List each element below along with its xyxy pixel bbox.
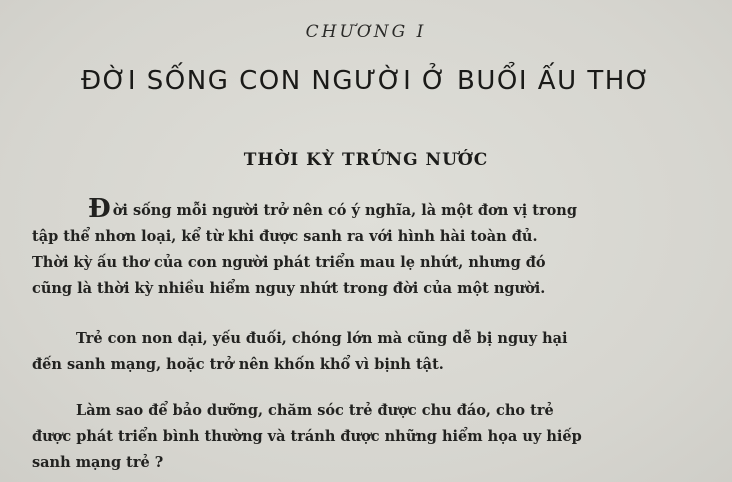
paragraph-line: tập thể nhơn loại, kể từ khi được sanh ra với hình hài toàn đủ.: [32, 228, 538, 245]
paragraph-line: Thời kỳ ấu thơ của con người phát triển mau lẹ nhứt, nhưng đó: [32, 254, 546, 271]
paragraph-line: được phát triển bình thường và tránh được những hiểm họa uy hiếp: [32, 428, 582, 445]
paragraph-line: đến sanh mạng, hoặc trở nên khốn khổ vì bịnh tật.: [32, 356, 444, 373]
paragraph-2: [32, 326, 708, 378]
paragraph-line: Làm sao để bảo dưỡng, chăm sóc trẻ được chu đáo, cho trẻ: [76, 402, 554, 419]
drop-cap: Đ: [88, 194, 111, 224]
chapter-heading: CHƯƠNG I: [305, 22, 427, 42]
paragraph-1-line-1: [32, 196, 708, 224]
chapter-title: ĐỜI SỐNG CON NGƯỜI Ở BUỔI ẤU THƠ: [80, 66, 652, 96]
paragraph-3: [32, 398, 708, 476]
paragraph-line: sanh mạng trẻ ?: [32, 454, 164, 471]
paragraph-line: ời sống mỗi người trở nên có ý nghĩa, là một đơn vị trong: [112, 202, 577, 219]
paragraph-line: Trẻ con non dại, yếu đuối, chóng lớn mà cũng dễ bị nguy hại: [76, 330, 568, 347]
paragraph-line: cũng là thời kỳ nhiều hiểm nguy nhứt trong đời của một người.: [32, 280, 546, 297]
section-heading: THỜI KỲ TRỨNG NƯỚC: [243, 150, 489, 170]
paragraph-1: [32, 196, 708, 302]
